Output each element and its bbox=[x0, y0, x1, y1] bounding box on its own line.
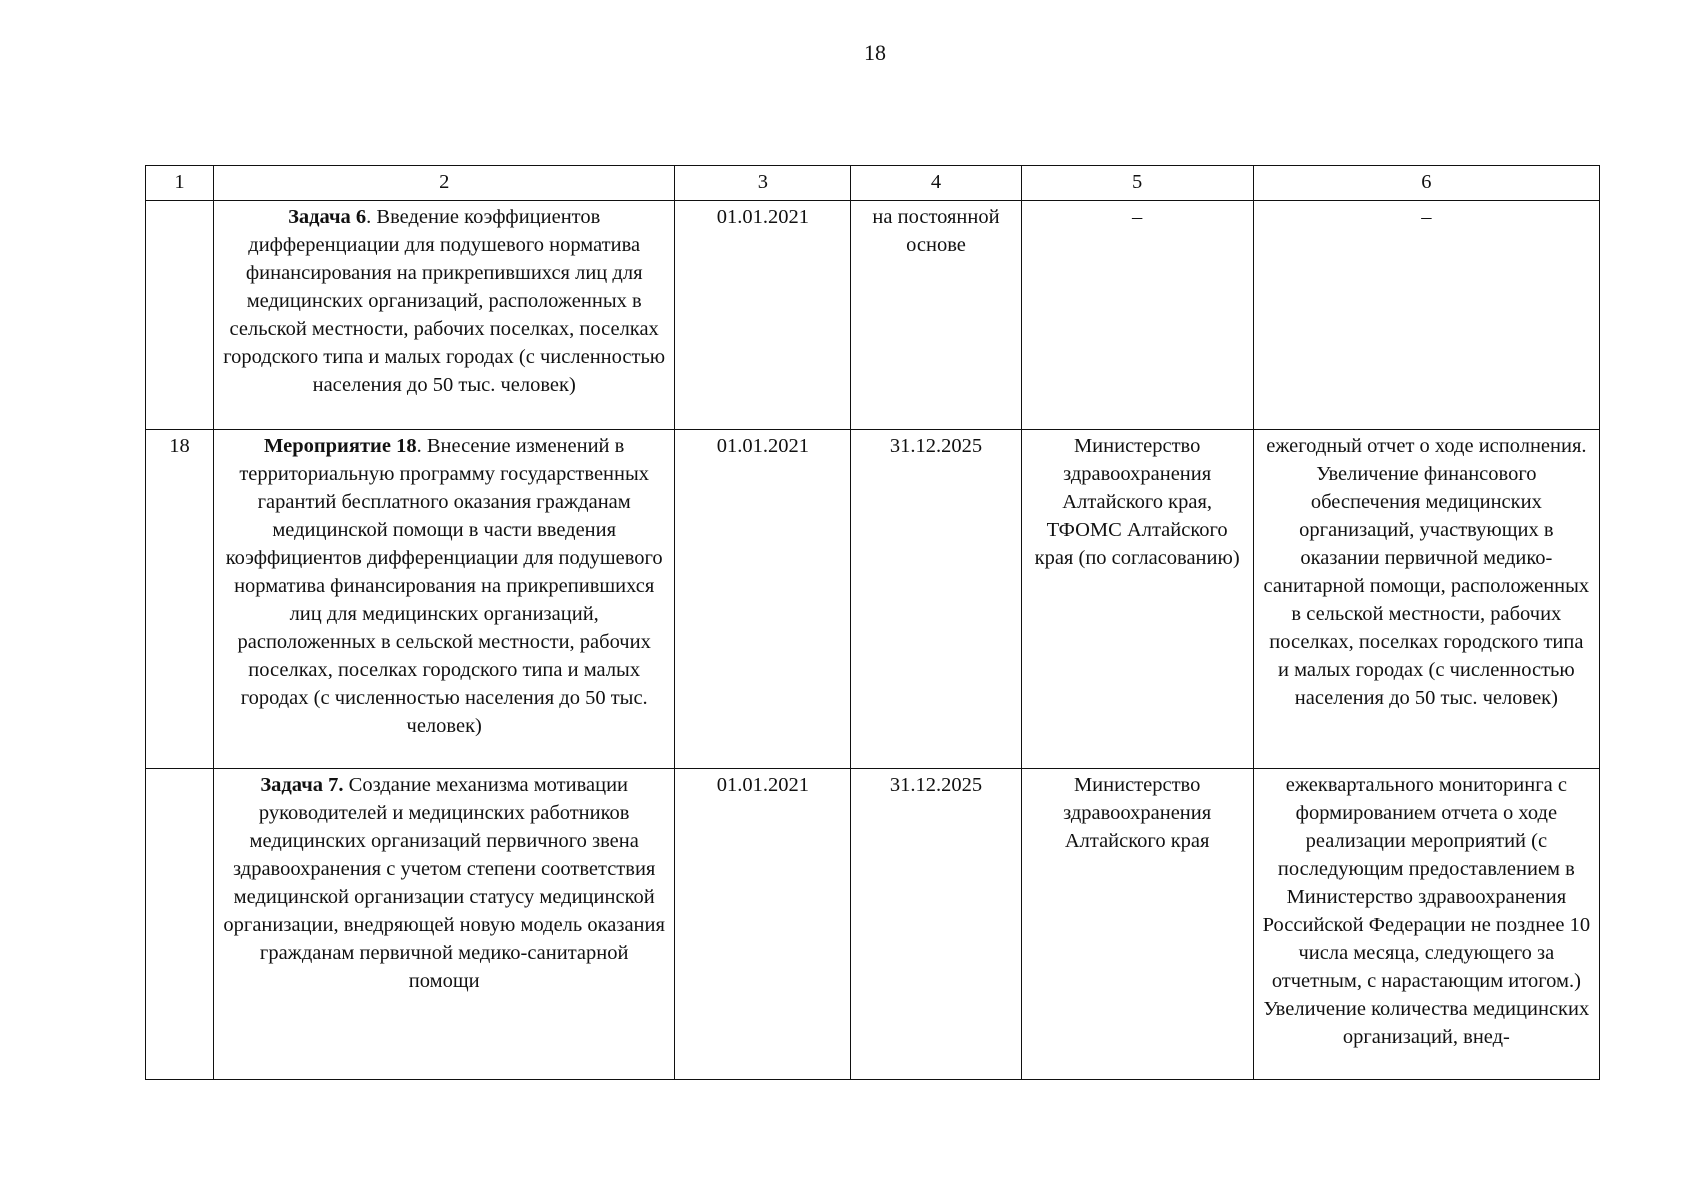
start-date-cell: 01.01.2021 bbox=[675, 201, 851, 430]
table-header-row bbox=[146, 166, 1600, 201]
event-title: Мероприятие 18 bbox=[264, 435, 417, 457]
description-cell bbox=[214, 769, 675, 1080]
column-header-6: 6 bbox=[1253, 166, 1599, 201]
description-text: . Внесение изменений в территориальную программу государственных гарантий бесплатного оказания гражданам медицинской помощи в части введения коэффициентов дифференциации для подушевого норматива финансирования на прикрепившихся лиц для медицинских организаций, расположенных в сельской местности, рабочих поселках, поселках городского типа и малых городах (с численностью населения до 50 тыс. человек) bbox=[225, 435, 663, 737]
column-header-4: 4 bbox=[851, 166, 1021, 201]
responsible-cell: Министерство здравоохранения Алтайского края, ТФОМС Алтайского края (по согласованию) bbox=[1021, 430, 1253, 769]
description-cell bbox=[214, 430, 675, 769]
column-header-2: 2 bbox=[214, 166, 675, 201]
responsible-cell: – bbox=[1021, 201, 1253, 430]
result-cell: – bbox=[1253, 201, 1599, 430]
result-cell: ежегодный отчет о ходе исполнения. Увеличение финансового обеспечения медицинских организаций, участвующих в оказании первичной медико-санитарной помощи, расположенных в сельской местности, рабочих поселках, поселках городского типа и малых городах (с численностью населения до 50 тыс. человек) bbox=[1253, 430, 1599, 769]
end-date-cell: 31.12.2025 bbox=[851, 430, 1021, 769]
column-header-1: 1 bbox=[146, 166, 214, 201]
table-row bbox=[146, 430, 1600, 769]
end-date-cell: 31.12.2025 bbox=[851, 769, 1021, 1080]
column-header-5: 5 bbox=[1021, 166, 1253, 201]
column-header-3: 3 bbox=[675, 166, 851, 201]
task-title: Задача 6 bbox=[288, 206, 367, 228]
description-text: Создание механизма мотивации руководителей и медицинских работников медицинских организаций первичного звена здравоохранения с учетом степени соответствия медицинской организации статусу медицинской организации, внедряющей новую модель оказания гражданам первичной медико-санитарной помощи bbox=[223, 774, 665, 992]
responsible-cell: Министерство здравоохранения Алтайского края bbox=[1021, 769, 1253, 1080]
table-row bbox=[146, 769, 1600, 1080]
row-number-cell bbox=[146, 201, 214, 430]
end-date-cell: на постоянной основе bbox=[851, 201, 1021, 430]
table-row bbox=[146, 201, 1600, 430]
start-date-cell: 01.01.2021 bbox=[675, 769, 851, 1080]
result-cell: ежеквартального мониторинга с формированием отчета о ходе реализации мероприятий (с последующим предоставлением в Министерство здравоохранения Российской Федерации не позднее 10 числа месяца, следующего за отчетным, с нарастающим итогом.) Увеличение количества медицинских организаций, внед- bbox=[1253, 769, 1599, 1080]
document-table bbox=[145, 165, 1600, 1080]
start-date-cell: 01.01.2021 bbox=[675, 430, 851, 769]
description-text: . Введение коэффициентов дифференциации для подушевого норматива финансирования на прикрепившихся лиц для медицинских организаций, расположенных в сельской местности, рабочих поселках, поселках городского типа и малых городах (с численностью населения до 50 тыс. человек) bbox=[223, 206, 666, 396]
page-number: 18 bbox=[864, 40, 886, 65]
description-cell bbox=[214, 201, 675, 430]
row-number-cell: 18 bbox=[146, 430, 214, 769]
row-number-cell bbox=[146, 769, 214, 1080]
task-title: Задача 7. bbox=[260, 774, 344, 796]
